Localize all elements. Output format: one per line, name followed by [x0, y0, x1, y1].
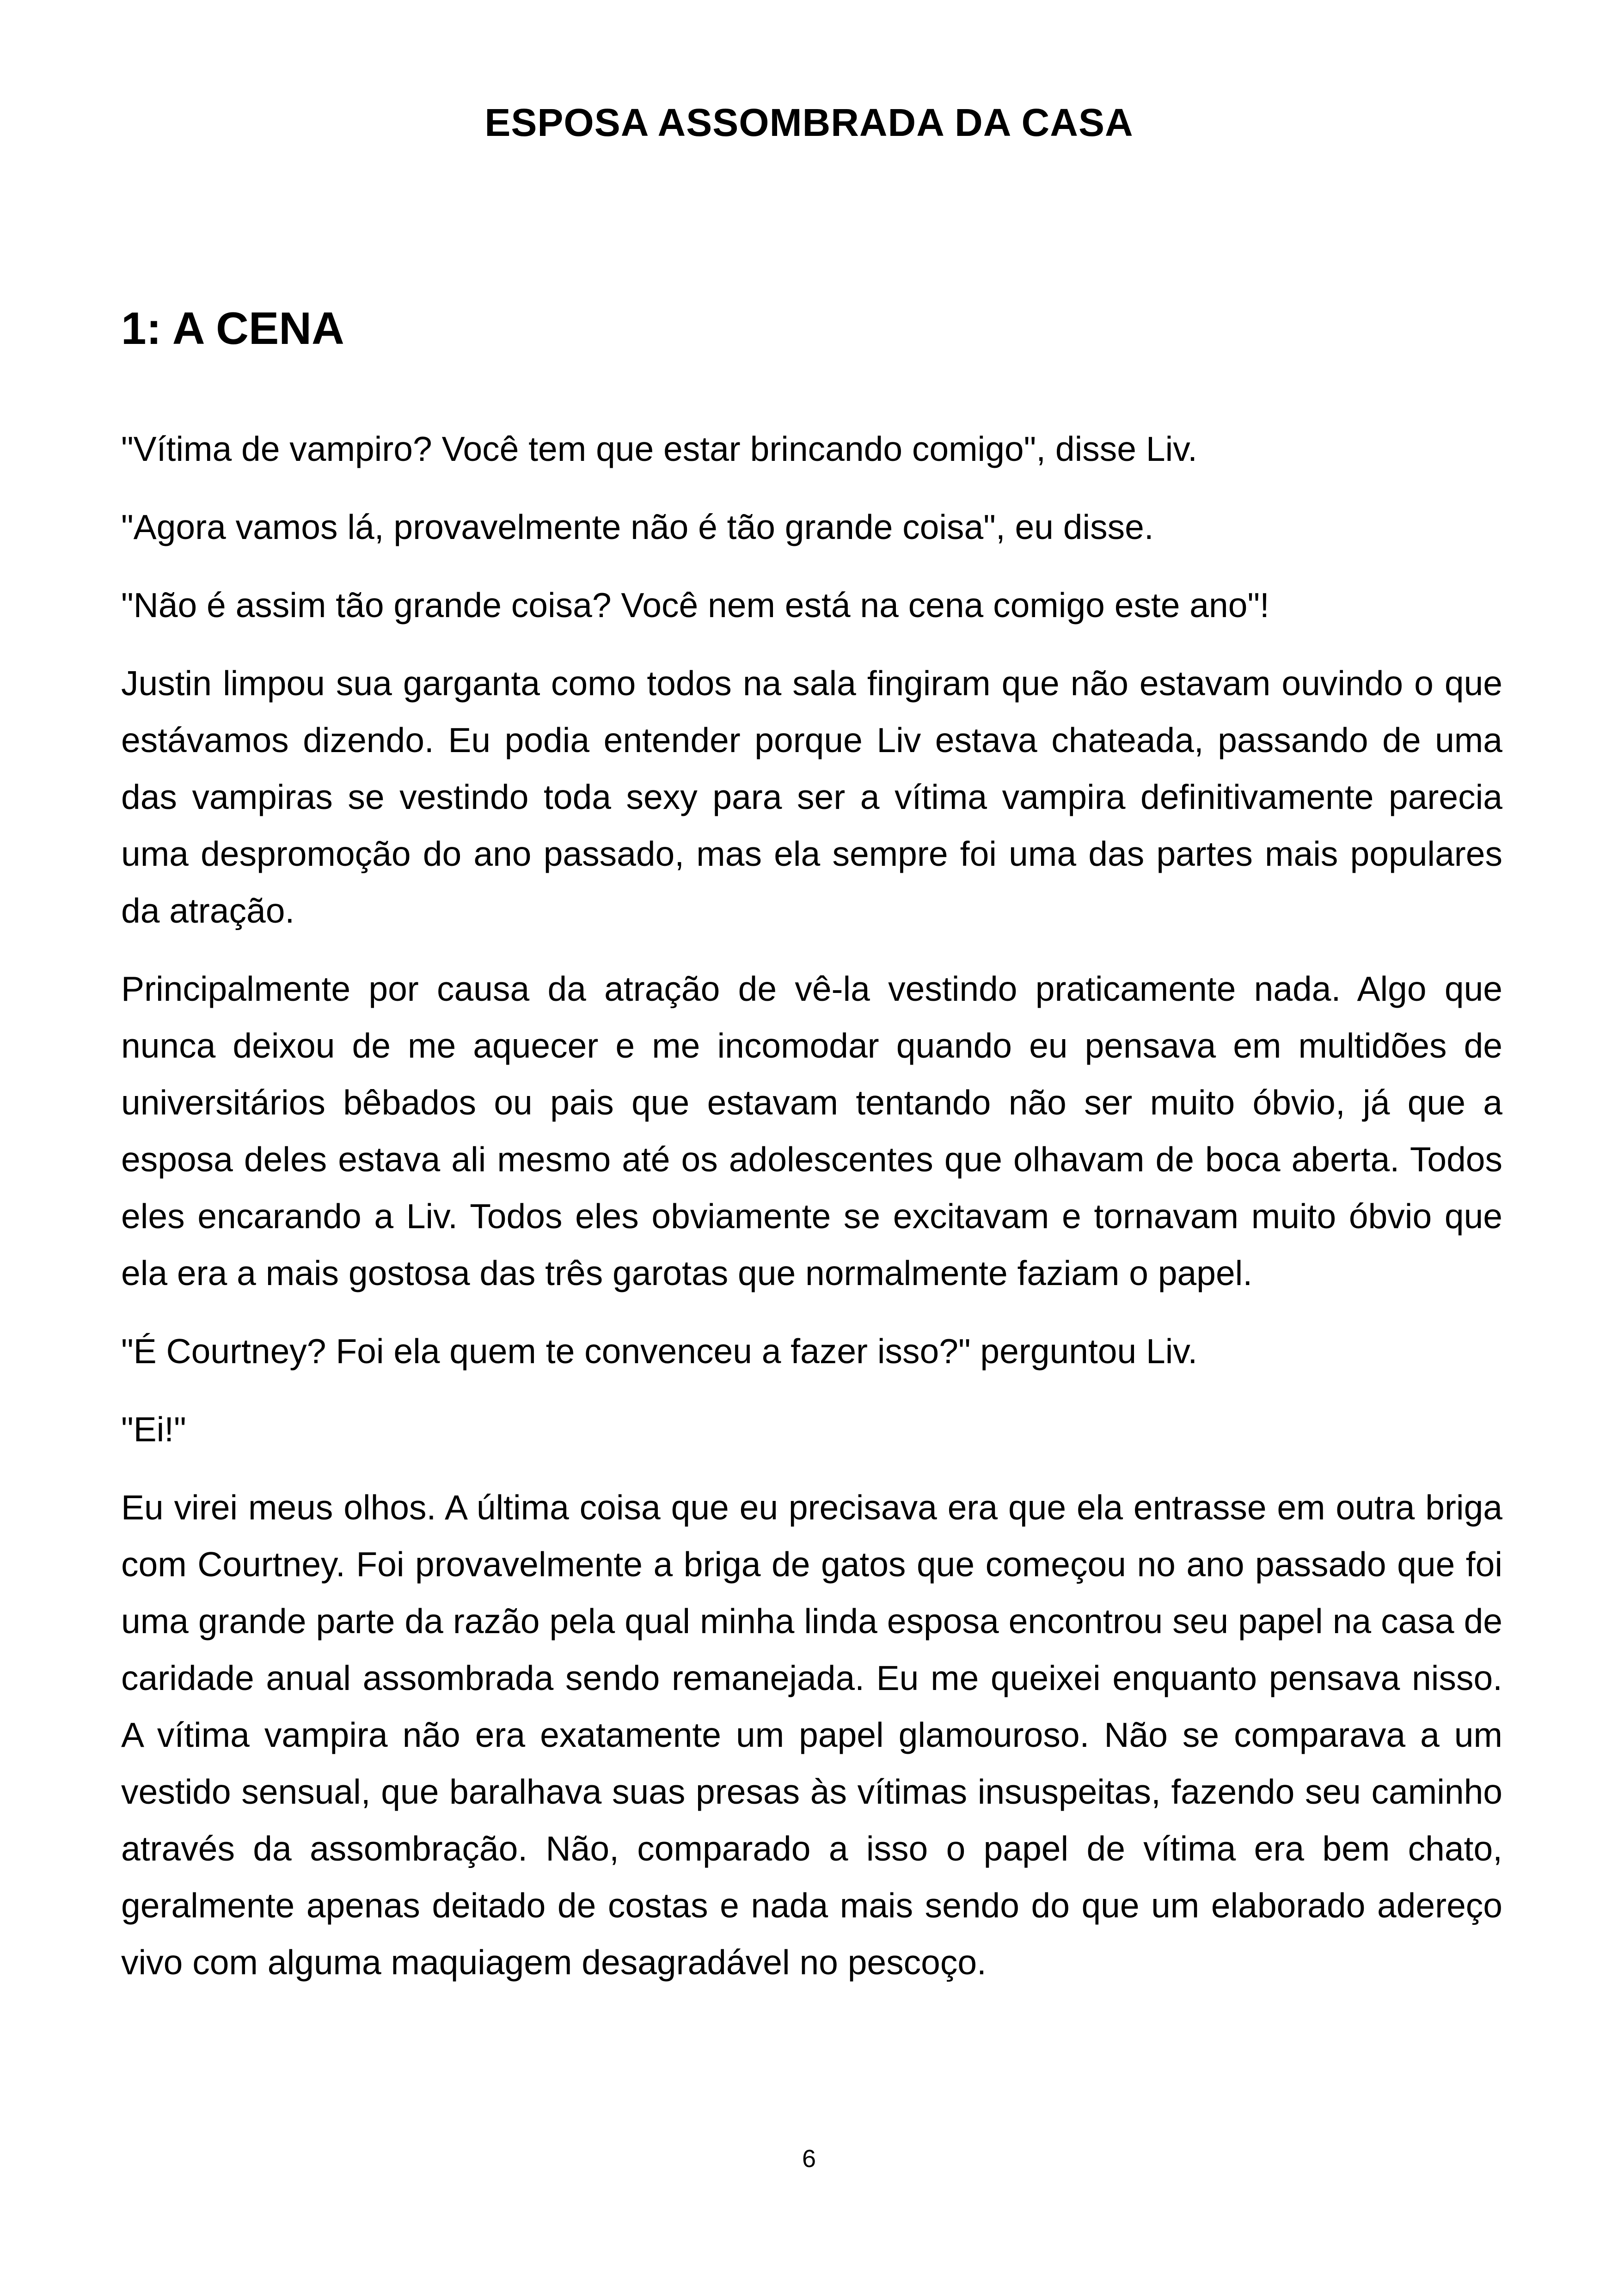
- paragraph: Eu virei meus olhos. A última coisa que eu precisava era que ela entrasse em outra briga com Courtney. Foi provavelmente a briga de gatos que começou no ano passado que foi uma grande parte da razão pela qual minha linda esposa encontrou seu papel na casa de caridade anual assombrada sendo remanejada. Eu me queixei enquanto pensava nisso. A vítima vampira não era exatamente um papel glamouroso. Não se comparava a um vestido sensual, que baralhava suas presas às vítimas insuspeitas, fazendo seu caminho através da assombração. Não, comparado a isso o papel de vítima era bem chato, geralmente apenas deitado de costas e nada mais sendo do que um elaborado adereço vivo com alguma maquiagem desagradável no pescoço.: [121, 1488, 1502, 1982]
- paragraph: Principalmente por causa da atração de vê-la vestindo praticamente nada. Algo que nunca deixou de me aquecer e me incomodar quando eu pensava em multidões de universitários bêbados ou pais que estavam tentando não ser muito óbvio, já que a esposa deles estava ali mesmo até os adolescentes que olhavam de boca aberta. Todos eles encarando a Liv. Todos eles obviamente se excitavam e tornavam muito óbvio que ela era a mais gostosa das três garotas que normalmente faziam o papel.: [121, 969, 1502, 1292]
- paragraph: "Não é assim tão grande coisa? Você nem está na cena comigo este ano"!: [121, 586, 1269, 625]
- paragraph: "Agora vamos lá, provavelmente não é tão grande coisa", eu disse.: [121, 508, 1154, 546]
- paragraph: Justin limpou sua garganta como todos na sala fingiram que não estavam ouvindo o que estávamos dizendo. Eu podia entender porque Liv estava chateada, passando de uma das vampiras se vestindo toda sexy para ser a vítima vampira definitivamente parecia uma despromoção do ano passado, mas ela sempre foi uma das partes mais populares da atração.: [121, 664, 1502, 930]
- paragraph: "Vítima de vampiro? Você tem que estar brincando comigo", disse Liv.: [121, 429, 1198, 468]
- chapter-body: [121, 421, 1502, 2012]
- paragraph: "Ei!": [121, 1410, 186, 1449]
- book-title: ESPOSA ASSOMBRADA DA CASA: [484, 101, 1134, 144]
- chapter-title: 1: A CENA: [121, 303, 344, 354]
- page-number: 6: [802, 2145, 816, 2173]
- paragraph: "É Courtney? Foi ela quem te convenceu a fazer isso?" perguntou Liv.: [121, 1332, 1198, 1371]
